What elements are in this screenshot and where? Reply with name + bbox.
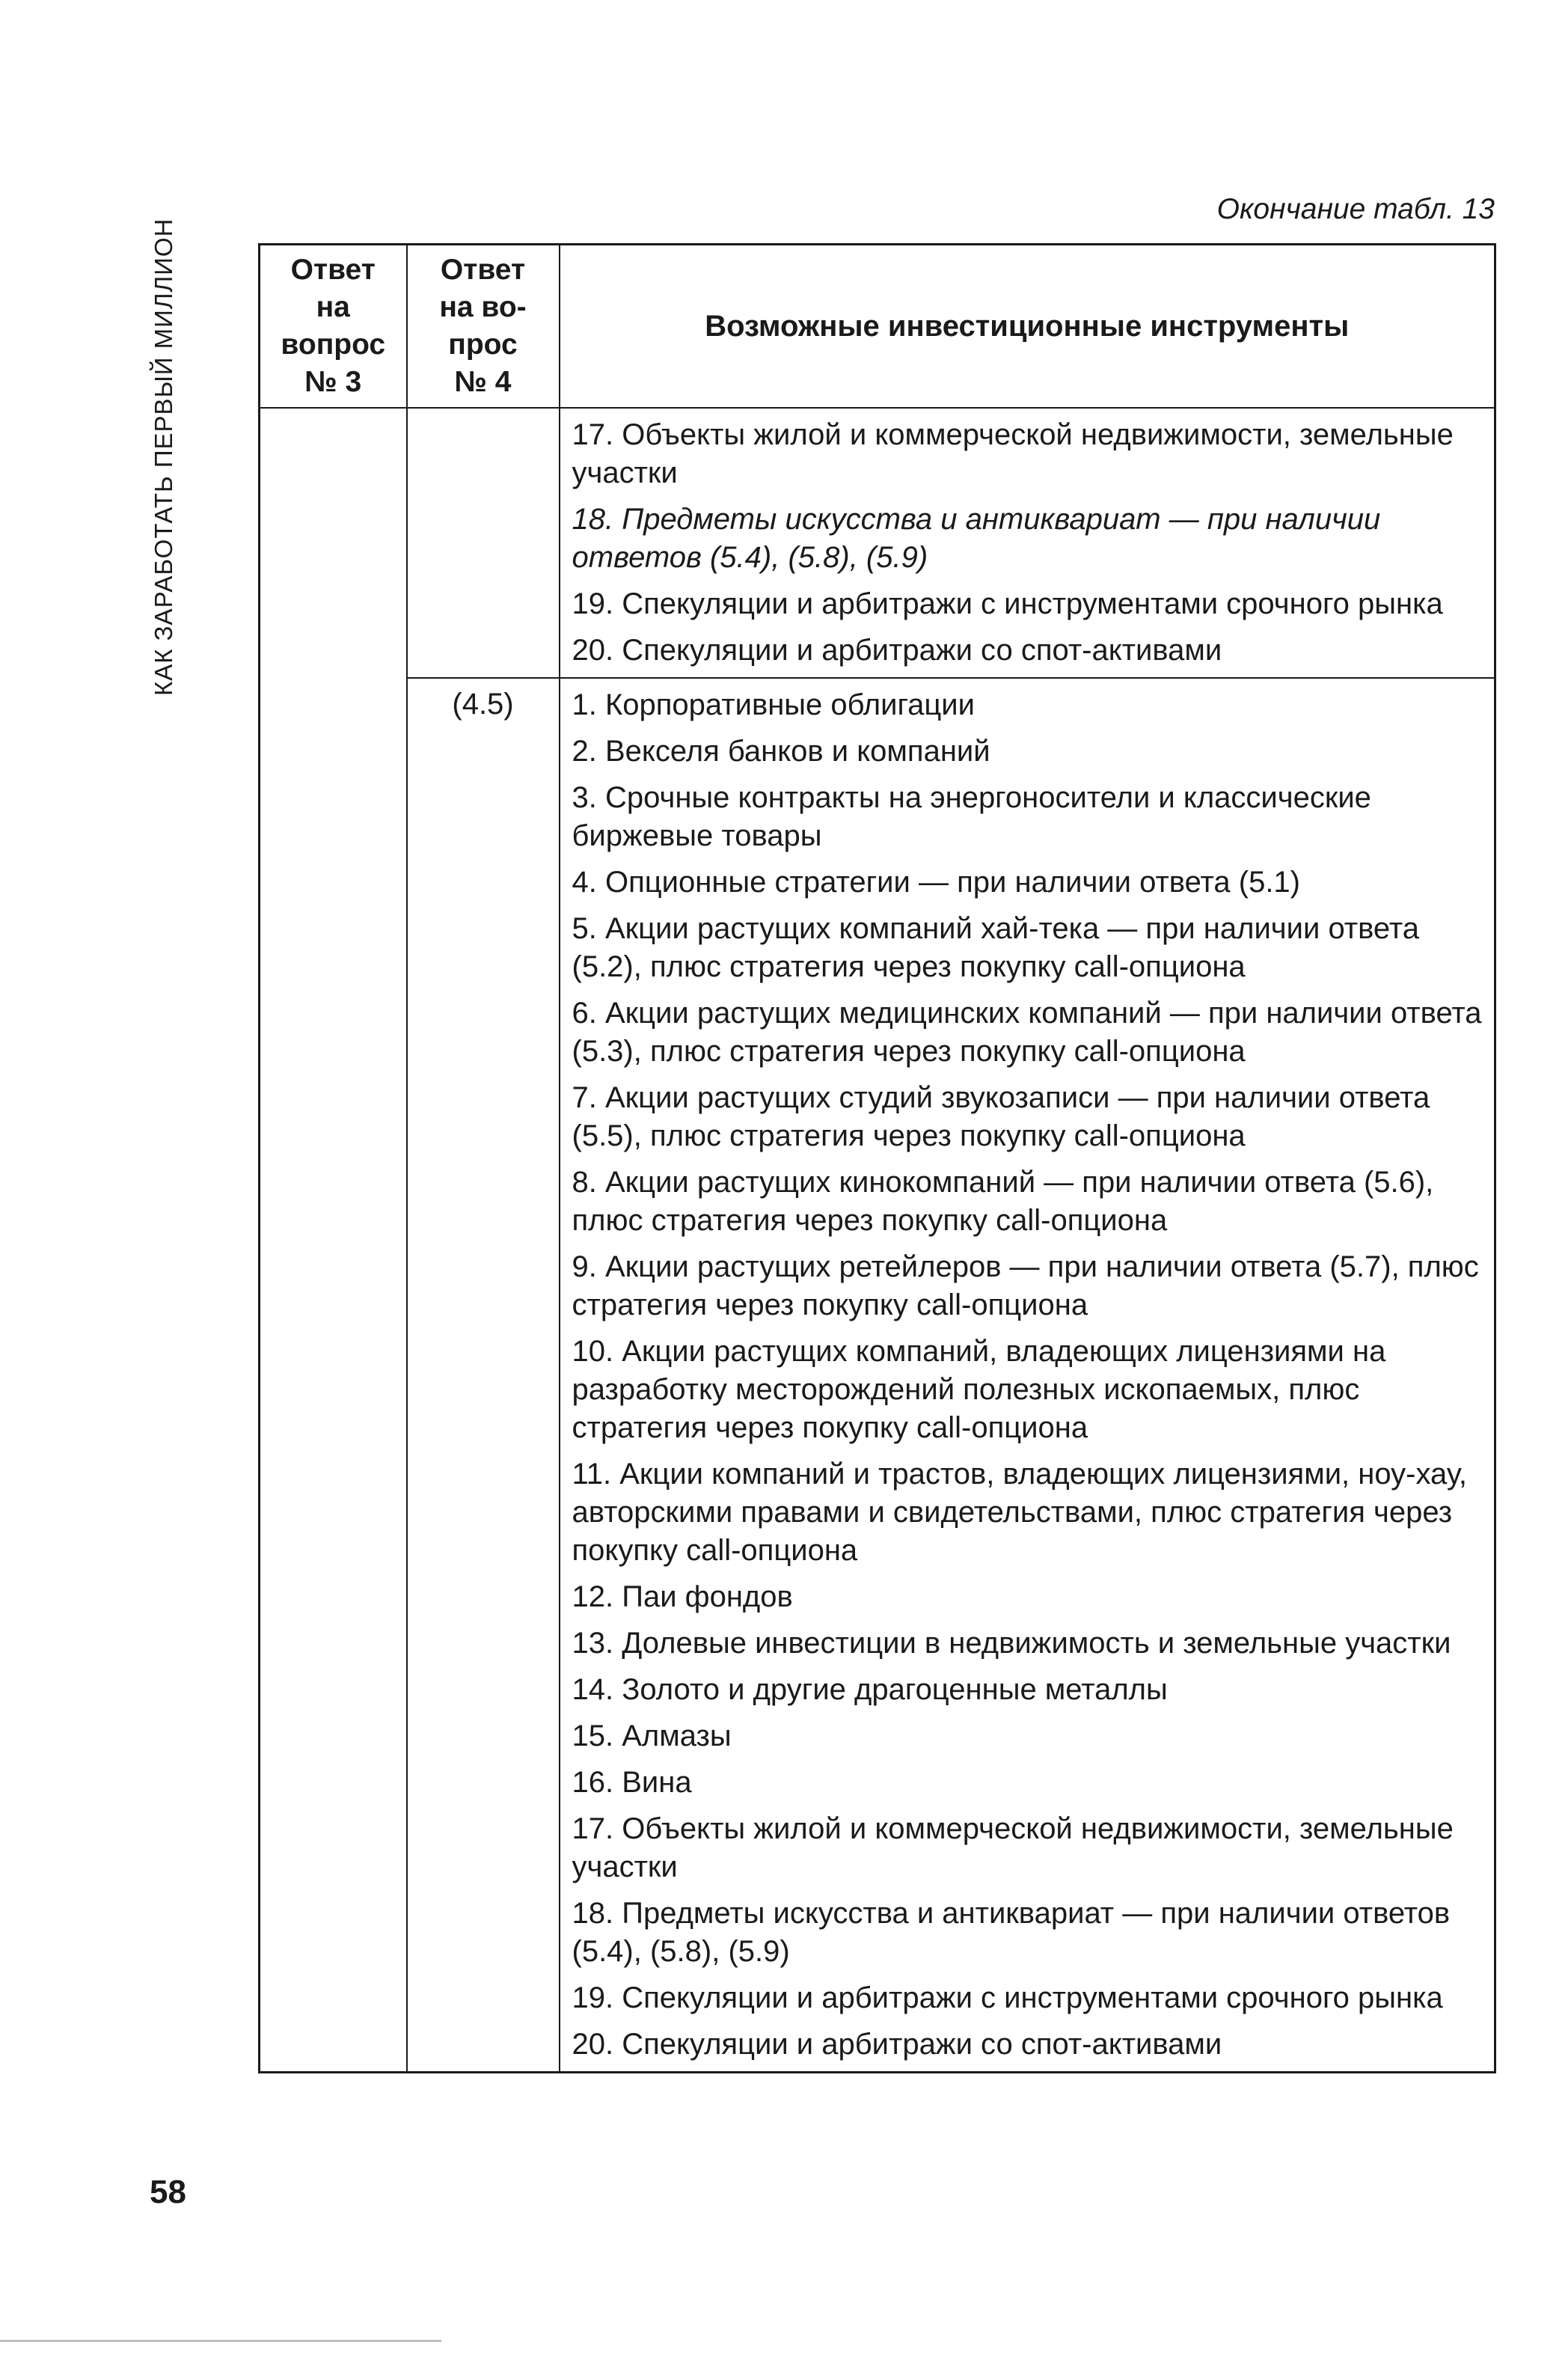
list-item: 12. Паи фондов [572,1580,793,1613]
header-line: Ответ [290,254,376,286]
list-item: 4. Опционные стратегии — при наличии ответа (5.1) [572,866,1300,899]
list-item: 19. Спекуляции и арбитражи с инструментами срочного рынка [572,587,1443,620]
header-line: на [316,291,350,323]
list-item: 15. Алмазы [572,1719,732,1752]
list-item: 8. Акции растущих кинокомпаний — при наличии ответа (5.6), плюс стратегия через покупку call-опциона [572,1166,1434,1237]
header-answer-q4 [407,245,560,409]
header-instruments: Возможные инвестиционные инструменты [560,245,1495,409]
list-item: 6. Акции растущих медицинских компаний — при наличии ответа (5.3), плюс стратегия через покупку call-опциона [572,997,1482,1068]
list-item: 19. Спекуляции и арбитражи с инструментами срочного рынка [572,1981,1443,2014]
answer-q4-cell: (4.5) [407,678,560,2073]
instruments-cell [560,408,1495,678]
list-item: 18. Предметы искусства и антиквариат — при наличии ответов (5.4), (5.8), (5.9) [572,503,1381,574]
answer-q3-cell [260,408,407,2073]
list-item: 11. Акции компаний и трастов, владеющих лицензиями, ноу-хау, авторскими правами и свидетельствами, плюс стратегия через покупку call-опциона [572,1458,1467,1567]
investment-table [258,243,1496,2073]
header-line: № 4 [454,366,512,398]
header-answer-q3 [260,245,407,409]
list-item: 17. Объекты жилой и коммерческой недвижимости, земельные участки [572,1812,1454,1883]
running-head: КАК ЗАРАБОТАТЬ ПЕРВЫЙ МИЛЛИОН [150,218,177,696]
list-item: 1. Корпоративные облигации [572,688,975,721]
list-item: 5. Акции растущих компаний хай-тека — при наличии ответа (5.2), плюс стратегия через покупку call-опциона [572,912,1419,983]
header-line: на во- [439,291,527,323]
table-caption: Окончание табл. 13 [1216,193,1495,225]
list-item: 2. Векселя банков и компаний [572,735,990,768]
table-header-row [260,245,1495,409]
list-item: 20. Спекуляции и арбитражи со спот-активами [572,2028,1222,2061]
answer-q4-cell [407,408,560,678]
list-item: 20. Спекуляции и арбитражи со спот-активами [572,634,1222,667]
bottom-rule [0,2340,441,2342]
table-row-group-2 [260,678,1495,2073]
instruments-cell [560,678,1495,2073]
list-item: 3. Срочные контракты на энергоносители и классические биржевые товары [572,781,1371,852]
table-row-group-1 [260,408,1495,678]
list-item: 18. Предметы искусства и антиквариат — при наличии ответов (5.4), (5.8), (5.9) [572,1897,1451,1968]
list-item: 9. Акции растущих ретейлеров — при наличии ответа (5.7), плюс стратегия через покупку call-опциона [572,1250,1479,1321]
list-item: 13. Долевые инвестиции в недвижимость и земельные участки [572,1627,1451,1660]
header-line: прос [448,328,518,361]
header-line: вопрос [281,328,386,361]
header-line: № 3 [304,366,362,398]
page-number: 58 [150,2174,186,2210]
header-line: Ответ [440,254,526,286]
list-item: 16. Вина [572,1766,692,1799]
list-item: 7. Акции растущих студий звукозаписи — при наличии ответа (5.5), плюс стратегия через покупку call-опциона [572,1081,1430,1152]
list-item: 10. Акции растущих компаний, владеющих лицензиями на разработку месторождений полезных ископаемых, плюс стратегия через покупку call-опциона [572,1335,1386,1444]
list-item: 17. Объекты жилой и коммерческой недвижимости, земельные участки [572,418,1454,489]
list-item: 14. Золото и другие драгоценные металлы [572,1673,1168,1706]
